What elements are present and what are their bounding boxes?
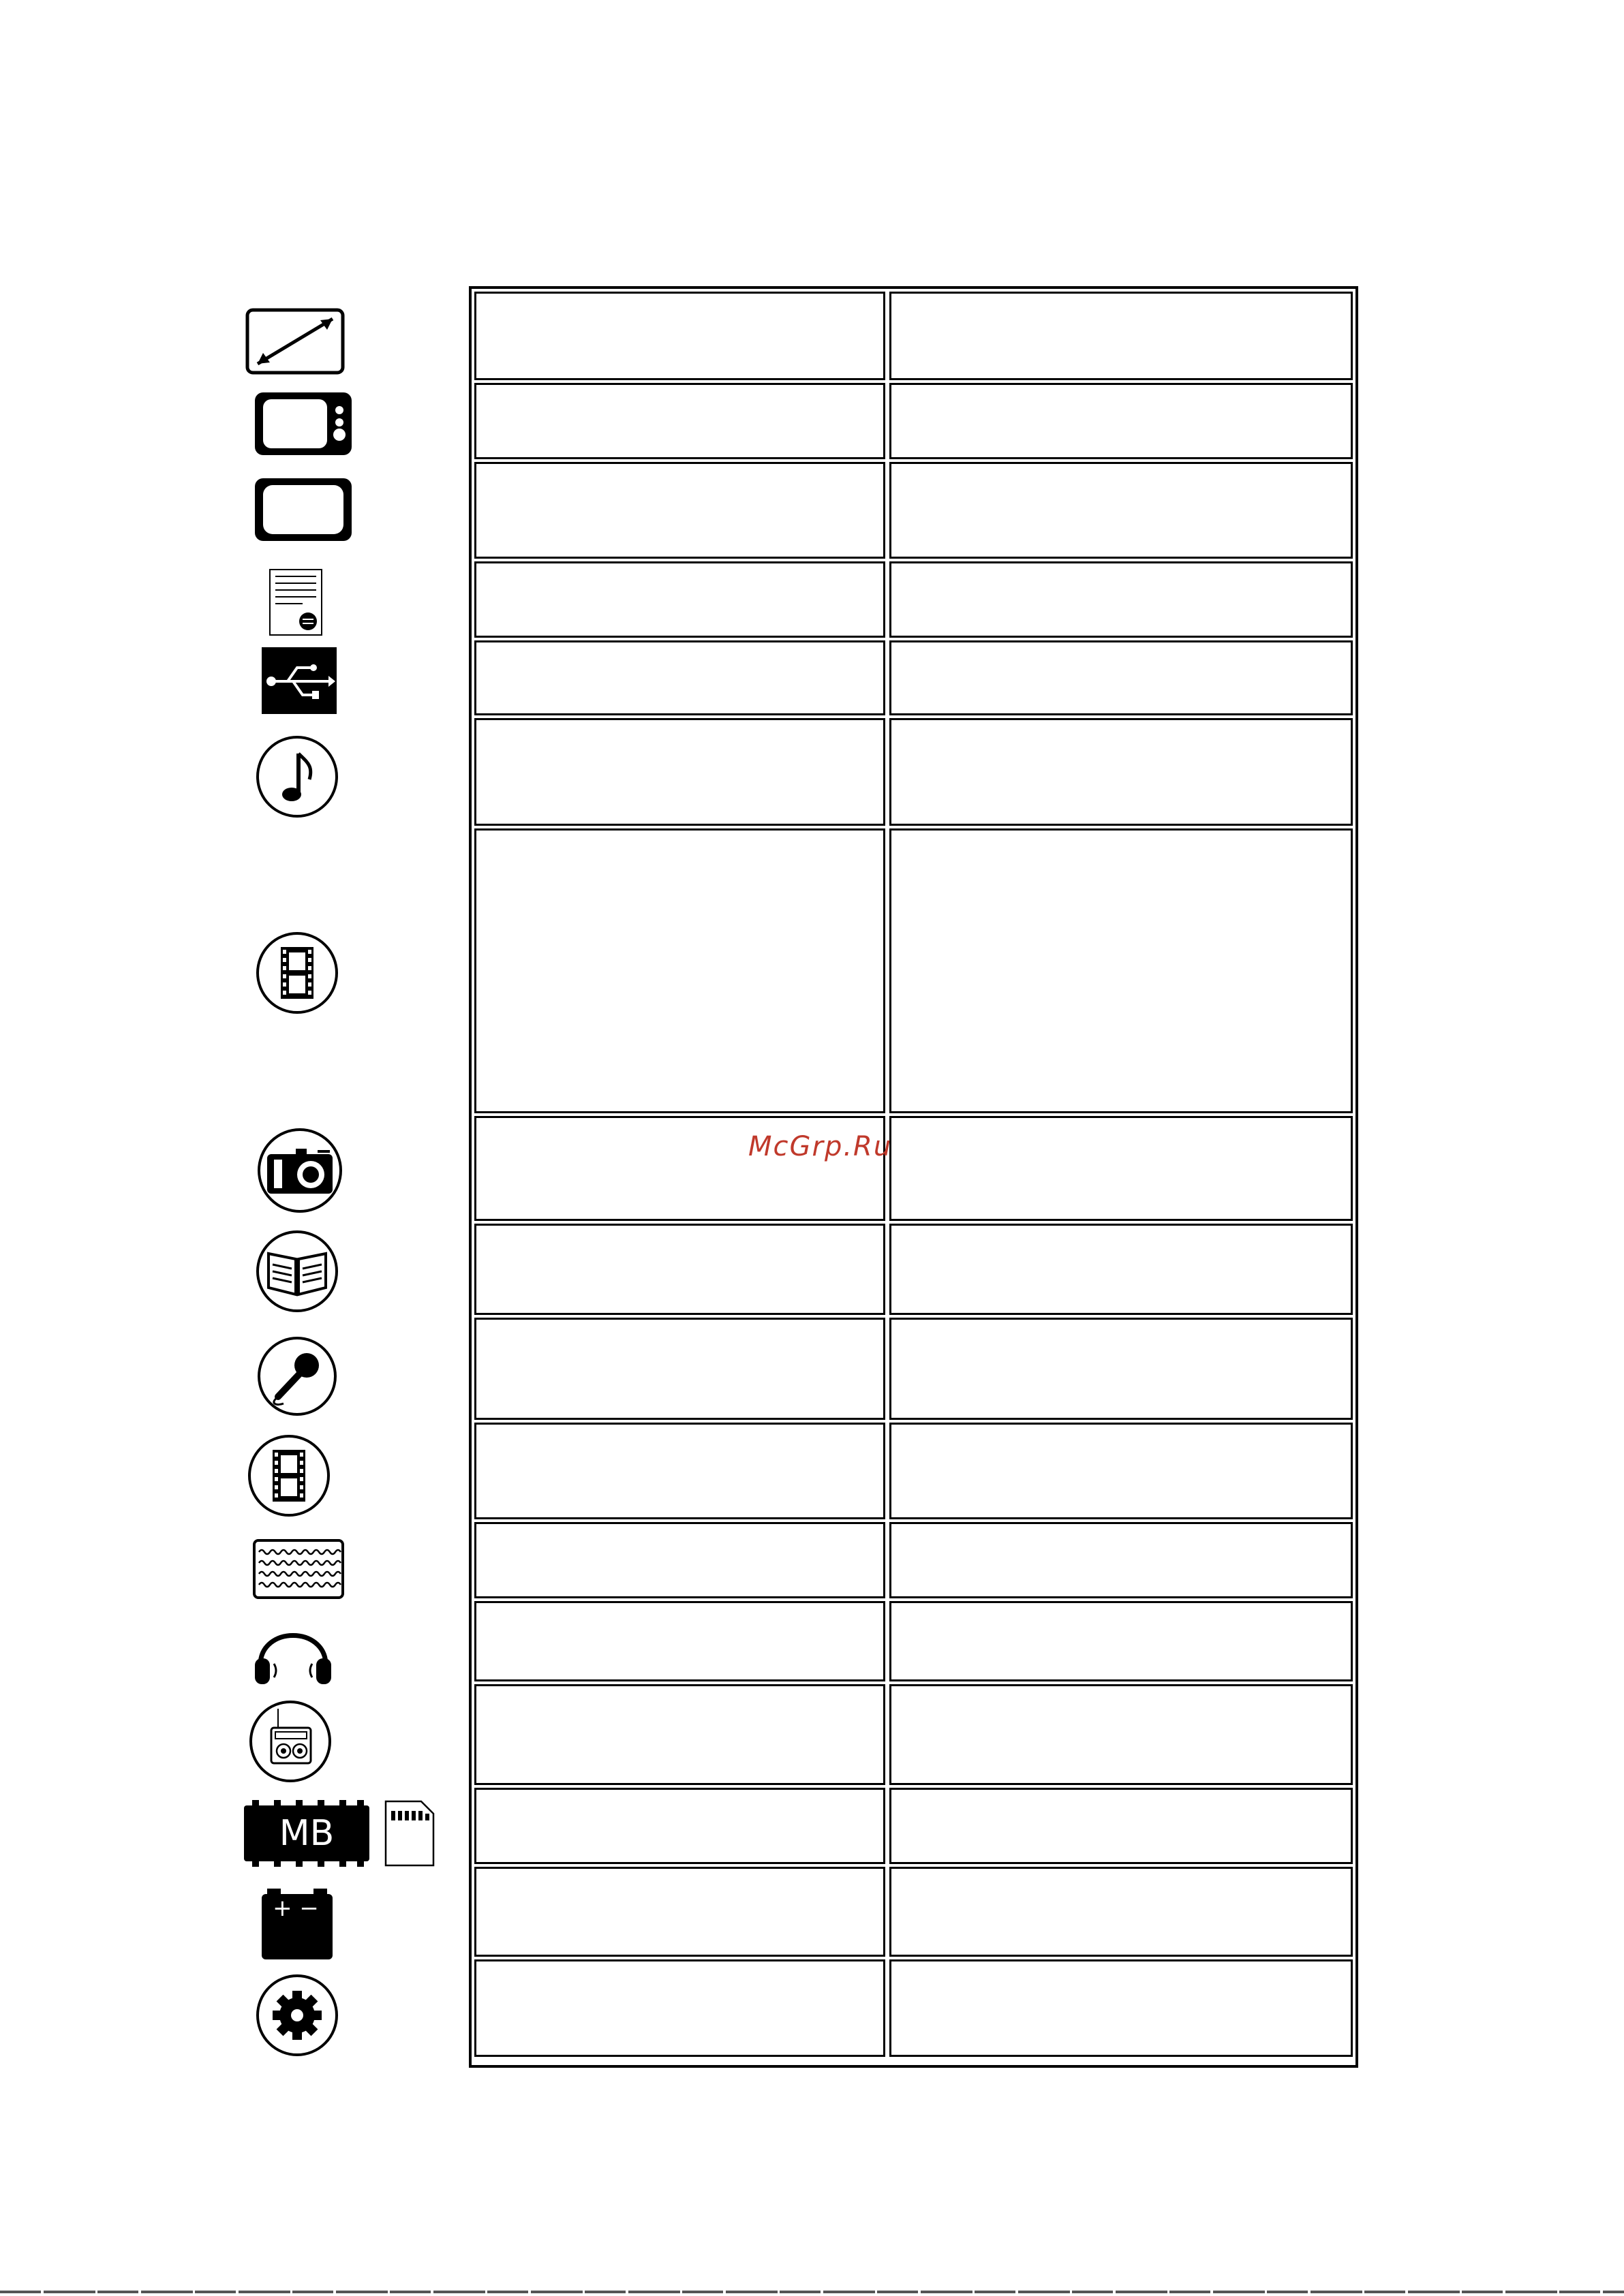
table-row [474, 462, 1353, 559]
radio-icon [248, 1699, 333, 1784]
table-row [474, 1959, 1353, 2057]
table-cell-value [889, 718, 1353, 826]
table-cell-value [889, 383, 1353, 459]
microphone-icon [256, 1335, 338, 1417]
aspect-ratio-icon [254, 477, 353, 542]
table-cell-label [474, 1959, 885, 2057]
table-cell-label [474, 561, 885, 638]
table-cell-label [474, 828, 885, 1113]
memory-icon-label: MB [279, 1813, 335, 1854]
tv-icon [254, 391, 353, 456]
video-icon [247, 1433, 331, 1518]
table-cell-value [889, 1423, 1353, 1519]
table-cell-value [889, 1116, 1353, 1221]
table-cell-label [474, 1423, 885, 1519]
table-cell-value [889, 292, 1353, 380]
table-cell-label [474, 1522, 885, 1598]
table-row [474, 1116, 1353, 1221]
table-row [474, 1788, 1353, 1864]
table-row [474, 1224, 1353, 1315]
noise-icon [252, 1538, 345, 1600]
table-row [474, 1522, 1353, 1598]
table-cell-value [889, 1224, 1353, 1315]
table-row [474, 1867, 1353, 1957]
table-row [474, 1601, 1353, 1681]
ebook-icon [255, 1229, 339, 1314]
table-cell-label [474, 383, 885, 459]
table-cell-value [889, 561, 1353, 638]
table-cell-label [474, 640, 885, 715]
table-cell-label [474, 1601, 885, 1681]
table-cell-value [889, 1959, 1353, 2057]
headphones-icon [251, 1612, 335, 1687]
table-cell-label [474, 718, 885, 826]
table-cell-value [889, 640, 1353, 715]
table-row [474, 383, 1353, 459]
table-cell-label [474, 1224, 885, 1315]
spec-table [469, 286, 1358, 2068]
usb-icon [262, 647, 337, 714]
video-icon [255, 931, 339, 1015]
table-row [474, 561, 1353, 638]
table-cell-label [474, 1788, 885, 1864]
memory-icon [244, 1799, 369, 1868]
table-cell-value [889, 1684, 1353, 1785]
table-cell-label [474, 1867, 885, 1957]
table-cell-value [889, 828, 1353, 1113]
camera-icon [255, 1127, 345, 1214]
table-cell-value [889, 1867, 1353, 1957]
battery-icon [260, 1887, 334, 1961]
table-cell-value [889, 1318, 1353, 1420]
table-row [474, 718, 1353, 826]
table-cell-label [474, 292, 885, 380]
table-row [474, 1423, 1353, 1519]
table-row [474, 292, 1353, 380]
table-cell-value [889, 1522, 1353, 1598]
bottom-rule [0, 2291, 1624, 2293]
screen-size-icon [245, 308, 345, 375]
table-cell-value [889, 462, 1353, 559]
table-row [474, 1318, 1353, 1420]
settings-gear-icon [255, 1973, 339, 2058]
table-cell-label [474, 1684, 885, 1785]
battery-icon-label: + − [273, 1895, 319, 1922]
table-row [474, 640, 1353, 715]
table-cell-value [889, 1788, 1353, 1864]
table-cell-value [889, 1601, 1353, 1681]
sd-card-icon [383, 1799, 436, 1868]
table-row [474, 1684, 1353, 1785]
watermark: McGrp.Ru [748, 1131, 893, 1162]
table-cell-label [474, 462, 885, 559]
table-row [474, 828, 1353, 1113]
table-cell-label [474, 1318, 885, 1420]
document-format-icon [267, 568, 324, 636]
music-icon [255, 734, 339, 819]
